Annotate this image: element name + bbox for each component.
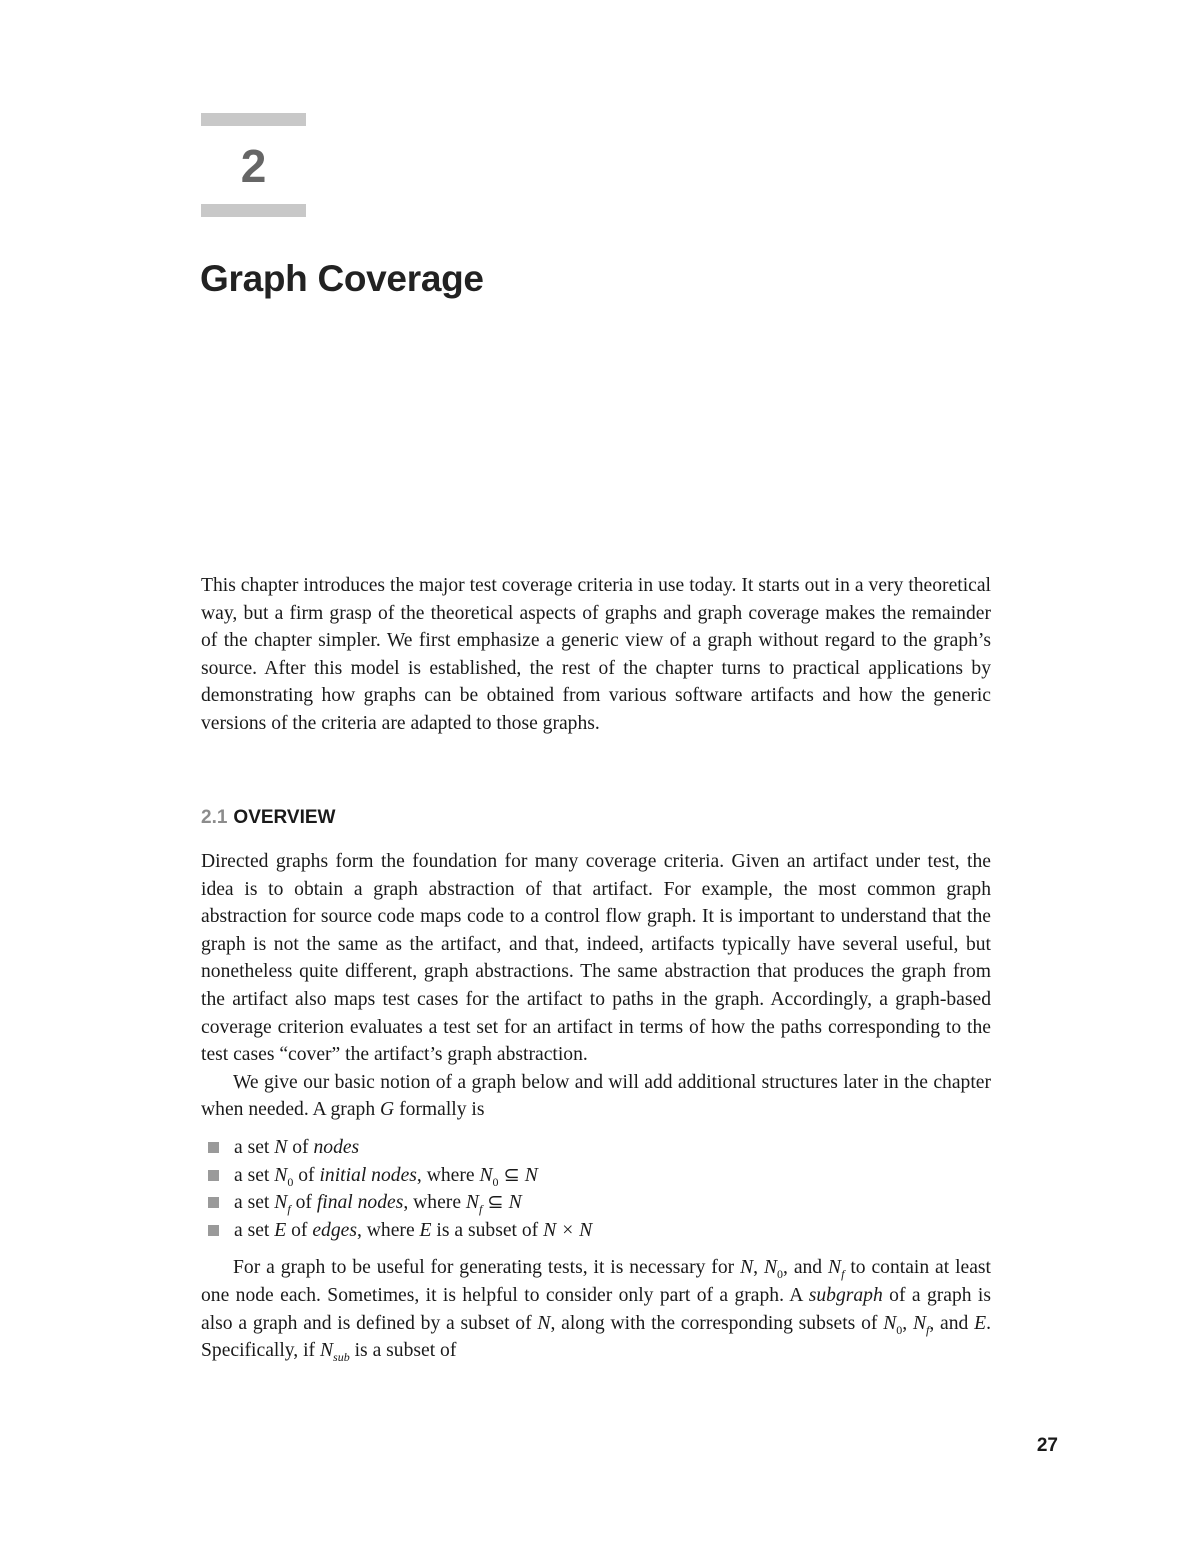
para2-text: We give our basic notion of a graph below and will add additional structures later in the chapter when needed. A graph <box>201 1071 991 1121</box>
overview-paragraph-1: Directed graphs form the foundation for many coverage criteria. Given an artifact under test, the idea is to obtain a graph abstraction of that artifact. For example, the most common graph abstraction for source code maps code to a control flow graph. It is important to understand that the graph is not the same as the artifact, and that, indeed, artifacts typically have several useful, but nonetheless quite different, graph abstractions. The same abstraction that produces the graph from the artifact also maps test cases for the artifact to paths in the graph. Accordingly, a graph-based coverage criterion evaluates a test set for an artifact in terms of how the paths corresponding to the test cases “cover” the artifact’s graph abstraction. <box>201 851 991 1066</box>
chapter-number-bar-bottom <box>201 204 306 217</box>
chapter-title: Graph Coverage <box>200 258 484 299</box>
graph-definition-list <box>201 1134 991 1244</box>
chapter-number: 2 <box>240 140 267 192</box>
bullet-square-icon <box>208 1225 219 1236</box>
bullet-square-icon <box>208 1170 219 1181</box>
list-item: a set E of edges, where E is a subset of N × N <box>201 1217 991 1245</box>
para2-after: formally is <box>394 1099 485 1121</box>
bullet-square-icon <box>208 1197 219 1208</box>
section-title: OVERVIEW <box>233 807 336 828</box>
chapter-intro <box>201 572 991 738</box>
list-item: a set $N_0$ of initial nodes, where $N_0$ ⊆ N <box>201 1162 991 1190</box>
section-body <box>201 848 991 1365</box>
intro-paragraph: This chapter introduces the major test coverage criteria in use today. It starts out in a very theoretical way, but a firm grasp of the theoretical aspects of graphs and graph coverage makes the remainder of the chapter simpler. We first emphasize a generic view of a graph without regard to the graph’s source. After this model is established, the rest of the chapter turns to practical applications by demonstrating how graphs can be obtained from various software artifacts and how the generic versions of the criteria are adapted to those graphs. <box>201 575 991 734</box>
para2-var: G <box>380 1099 395 1121</box>
chapter-number-bar-top <box>201 113 306 126</box>
page-number: 27 <box>1036 1435 1058 1456</box>
overview-paragraph-3: For a graph to be useful for generating tests, it is necessary for N, $N_0$, and $N_f$ to contain at least one node each. Sometimes, it is helpful to consider only part of a graph. A subgraph of a graph is also a graph and is defined by a subset of N, along with the corresponding subsets of $N_0$, $N_f$, and E. Specifically, if $N_{sub}$ is a subset of <box>201 1257 992 1364</box>
overview-paragraph-2 <box>201 1069 991 1124</box>
section-heading <box>201 805 335 831</box>
list-item: a set N of nodes <box>201 1134 991 1162</box>
list-item: a set $N_f$ of final nodes, where $N_f$ ⊆ N <box>201 1189 991 1217</box>
bullet-square-icon <box>208 1142 219 1153</box>
section-number: 2.1 <box>201 807 228 828</box>
